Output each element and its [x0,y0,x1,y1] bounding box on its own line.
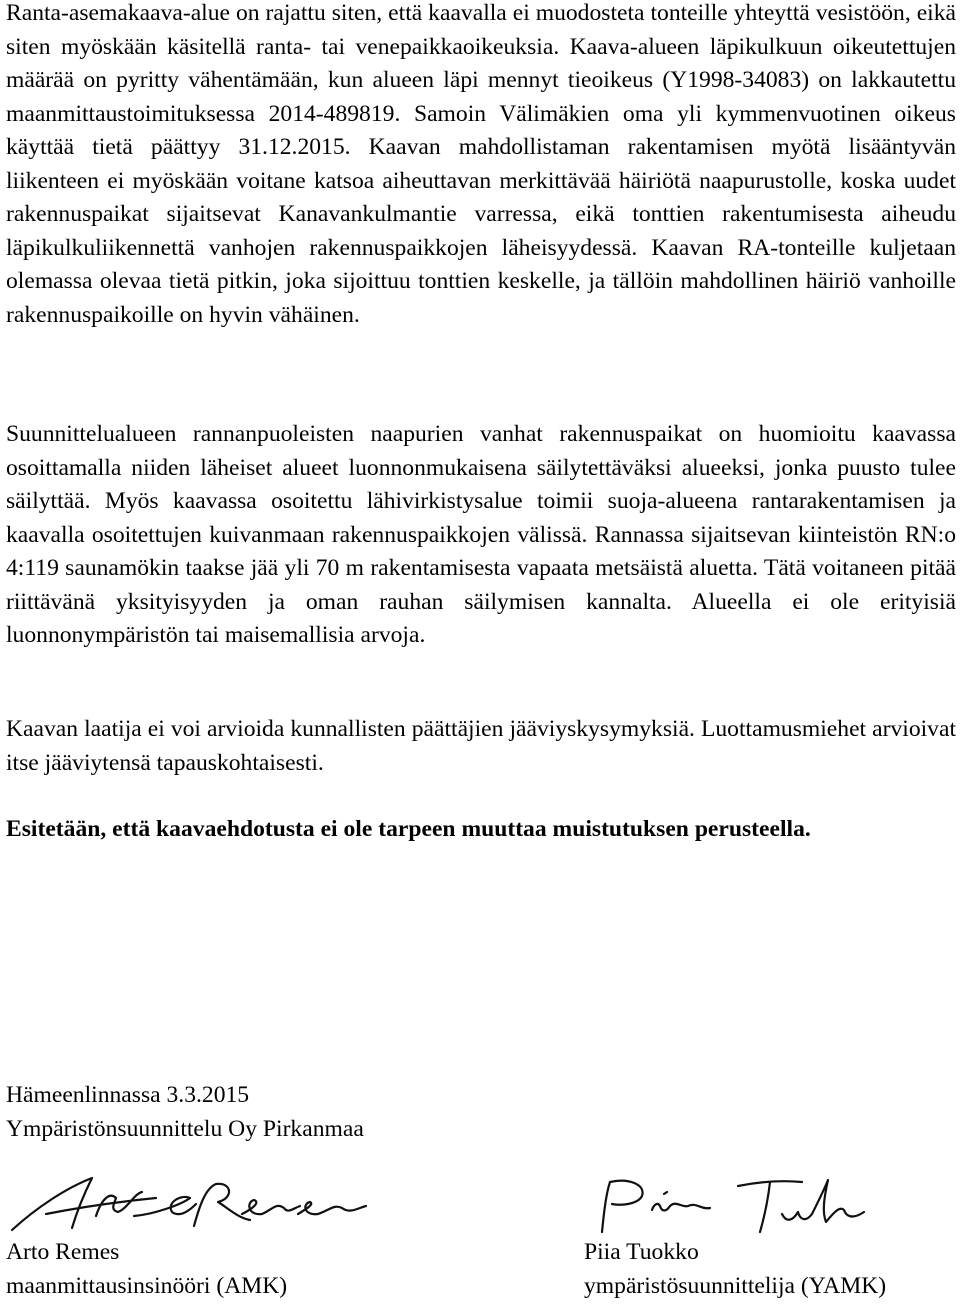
signatory-left [6,1236,287,1303]
conclusion-statement: Esitetään, että kaavaehdotusta ei ole tarpeen muuttaa muistutuksen perusteella. [6,816,811,842]
signature-arto-remes [6,1168,386,1238]
signature-piia-tuokko [588,1172,878,1238]
company-name: Ympäristönsuunnittelu Oy Pirkanmaa [6,1115,364,1142]
paragraph-1: Ranta-asemakaava-alue on rajattu siten, että kaavalla ei muodosteta tonteille yhteyttä vesistöön, eikä siten myöskään käsitellä ranta- tai venepaikkaoikeuksia. Kaava-alueen läpikulkuun oikeutettujen määrää on pyritty vähentämään, kun alueen läpi mennyt tieoikeus (Y1998-34083) on lakkautettu maanmittaustoimituksessa 2014-489819. Samoin Välimäkien oma yli kymmenvuotinen oikeus käyttää tietä päättyy 31.12.2015. Kaavan mahdollistaman rakentamisen myötä lisääntyvän liikenteen ei myöskään voitane katsoa aiheuttavan merkittävää häiriötä naapurustolle, koska uudet rakennuspaikat sijaitsevat Kanavankulmantie varressa, eikä tonttien rakentumisesta aiheudu läpikulkuliikennettä vanhojen rakennuspaikkojen läheisyydessä. Kaavan RA-tonteille kuljetaan olemassa olevaa tietä pitkin, joka sijoittuu tonttien keskelle, ja tällöin mahdollinen häiriö vanhoille rakennuspaikoille on hyvin vähäinen. [6,0,956,328]
signatory-right [584,1236,886,1303]
paragraph-3: Kaavan laatija ei voi arvioida kunnallisten päättäjien jääviyskysymyksiä. Luottamusmiehet arvioivat itse jääviytensä tapauskohtaisesti. [6,716,956,776]
signatory-name: Arto Remes [6,1239,120,1265]
place-and-date: Hämeenlinnassa 3.3.2015 [6,1082,250,1108]
closing-block [6,1079,364,1146]
signatory-title: maanmittausinsinööri (AMK) [6,1272,288,1299]
signatory-title: ympäristösuunnittelija (YAMK) [584,1272,887,1299]
paragraph-2: Suunnittelualueen rannanpuoleisten naapurien vanhat rakennuspaikat on huomioitu kaavassa osoittamalla niiden läheiset alueet luonnonmukaisena säilytettäväksi alueeksi, jonka puusto tulee säilyttää. Myös kaavassa osoitettu lähivirkistysalue toimii suoja-alueena rantarakentamisen ja kaavalla osoitettujen kuivanmaan rakennuspaikkojen välissä. Rannassa sijaitsevan kiinteistön RN:o 4:119 saunamökin taakse jää yli 70 m rakentamisesta vapaata metsäistä aluetta. Tätä voitaneen pitää riittävänä yksityisyyden ja oman rauhan säilymisen kannalta. Alueella ei ole erityisiä luonnonympäristön tai maisemallisia arvoja. [6,421,956,648]
signatory-name: Piia Tuokko [584,1239,699,1265]
